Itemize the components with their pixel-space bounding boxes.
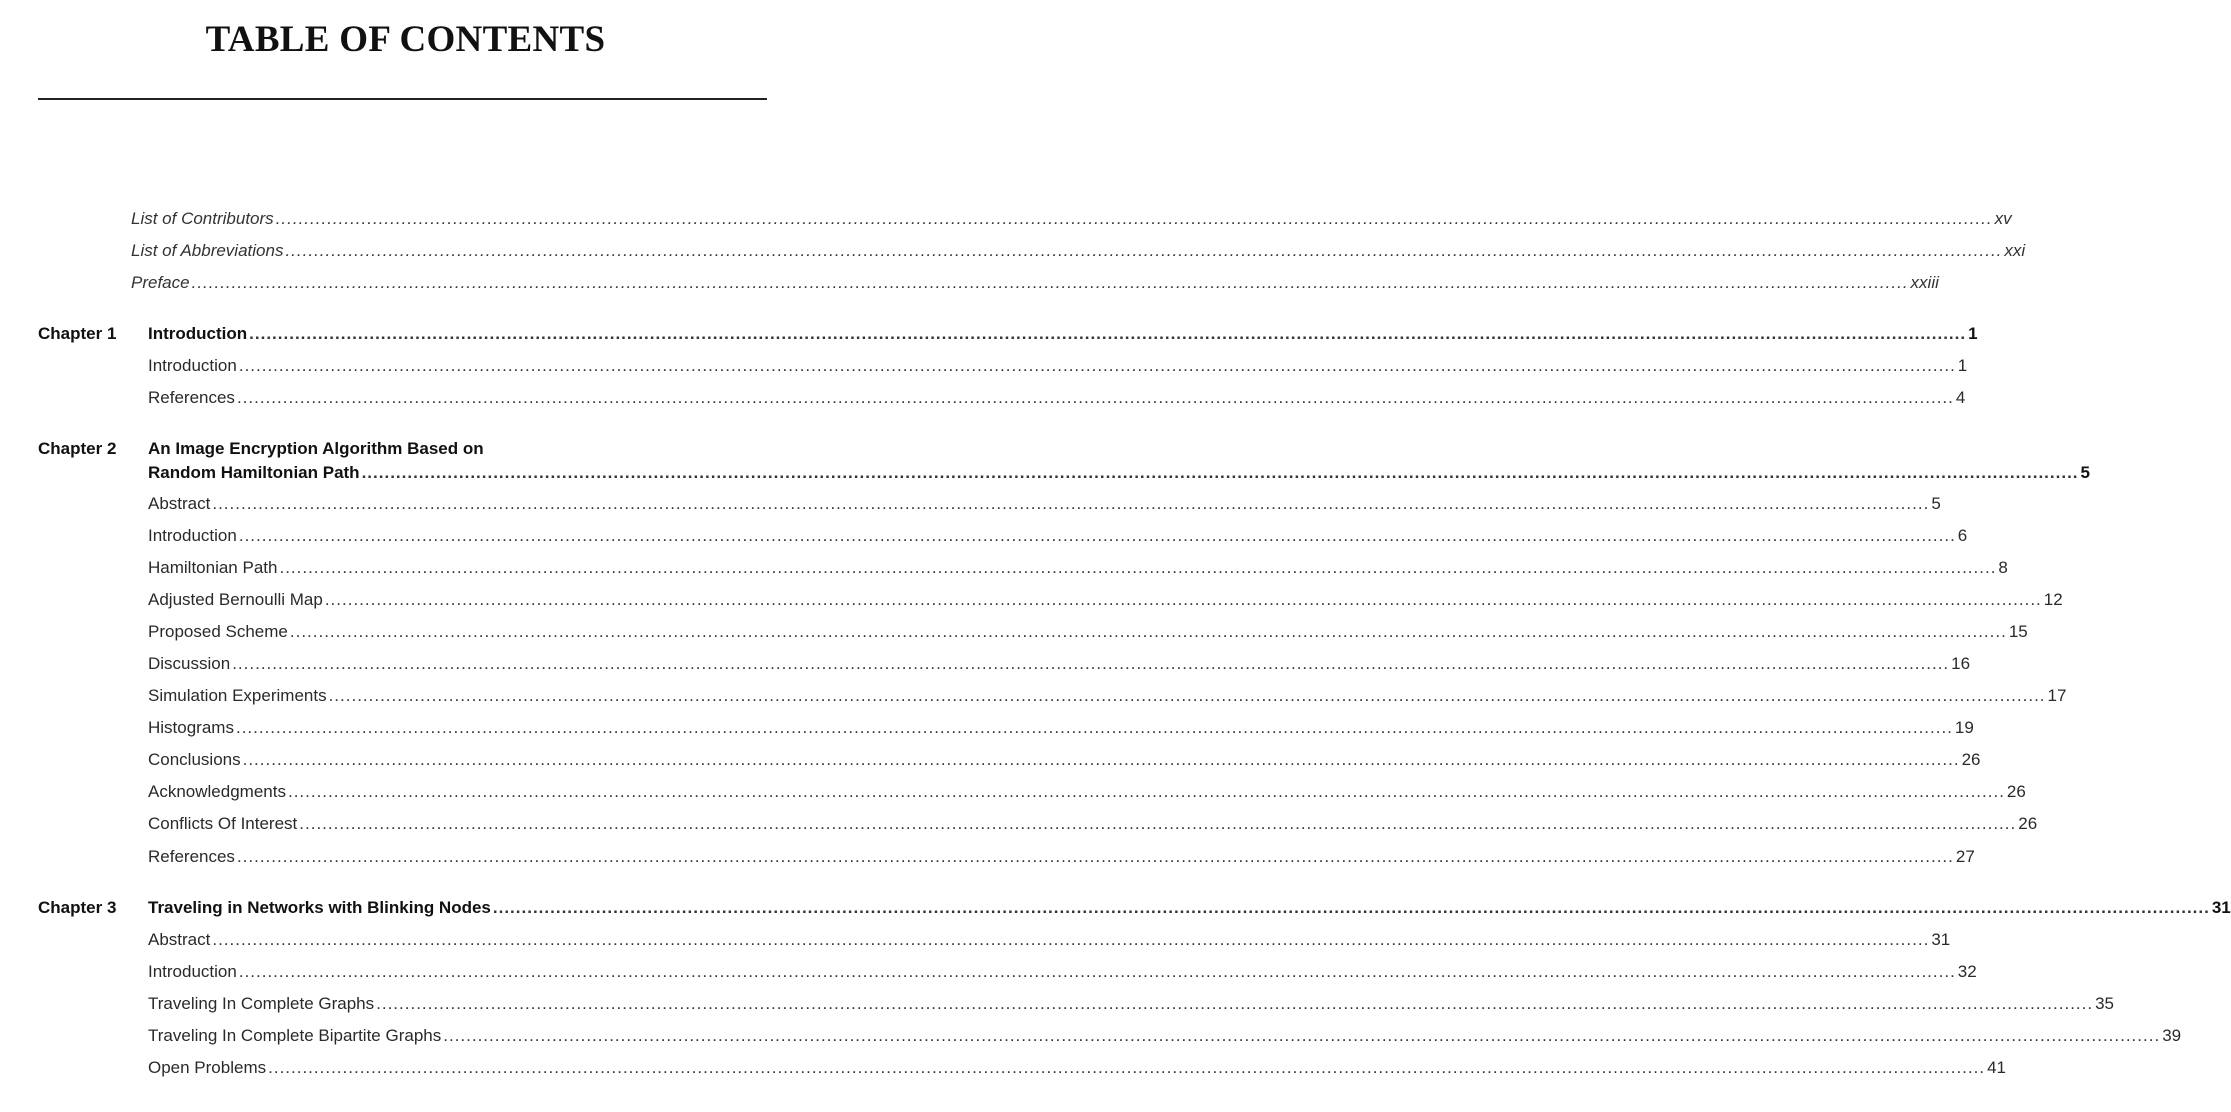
section-entry[interactable] [148,929,1951,951]
section-page: 6 [1957,526,1968,545]
dot-leader: ............................................................................................................................................................................................................................................................................................................ [289,622,2007,641]
entry-title: List of Contributors [131,209,274,228]
section-page: 35 [2095,994,2115,1013]
section-entry[interactable] [148,387,1966,409]
dot-leader: ............................................................................................................................................................................................................................................................................................................ [268,1058,1986,1077]
toc-entry-preface[interactable] [131,272,1939,294]
dot-leader: ............................................................................................................................................................................................................................................................................................................ [191,273,1909,292]
entry-title: List of Abbreviations [131,241,284,260]
section-title: Adjusted Bernoulli Map [148,590,323,609]
entry-page: xxi [2004,241,2026,260]
dot-leader: ............................................................................................................................................................................................................................................................................................................ [287,782,2005,801]
section-page: 1 [1957,356,1968,375]
dot-leader: ............................................................................................................................................................................................................................................................................................................ [212,930,1930,949]
dot-leader: ............................................................................................................................................................................................................................................................................................................ [285,241,2003,260]
chapter-page: 1 [1968,324,1978,343]
section-entry[interactable] [148,846,1975,868]
section-entry[interactable] [148,1057,2006,1079]
section-entry[interactable] [148,493,1941,515]
section-title: References [148,388,235,407]
section-entry[interactable] [148,993,2115,1015]
dot-leader: ............................................................................................................................................................................................................................................................................................................ [361,463,2079,482]
section-entry[interactable] [148,653,1971,675]
section-title: Acknowledgments [148,782,286,801]
section-page: 8 [1998,558,2008,577]
chapter-label: Chapter 2 [38,439,117,458]
section-page: 5 [1931,494,1941,513]
section-page: 17 [2047,686,2067,705]
section-title: Conclusions [148,750,241,769]
section-page: 12 [2043,590,2063,609]
dot-leader: ............................................................................................................................................................................................................................................................................................................ [249,324,1967,343]
title-divider [38,98,767,100]
section-page: 31 [1931,930,1951,949]
chapter-title: Random Hamiltonian Path [148,463,360,482]
dot-leader: ............................................................................................................................................................................................................................................................................................................ [328,686,2046,705]
section-entry[interactable] [148,717,1974,739]
entry-page: xv [1994,209,2012,228]
dot-leader: ............................................................................................................................................................................................................................................................................................................ [492,898,2210,917]
section-page: 39 [2162,1026,2182,1045]
dot-leader: ............................................................................................................................................................................................................................................................................................................ [236,388,1954,407]
section-title: Introduction [148,526,237,545]
chapter-label: Chapter 1 [38,324,117,343]
entry-title: Preface [131,273,190,292]
section-title: Conflicts Of Interest [148,814,298,833]
dot-leader: ............................................................................................................................................................................................................................................................................................................ [376,994,2094,1013]
dot-leader: ............................................................................................................................................................................................................................................................................................................ [443,1026,2161,1045]
dot-leader: ............................................................................................................................................................................................................................................................................................................ [299,814,2017,833]
section-title: Simulation Experiments [148,686,327,705]
section-entry[interactable] [148,621,2028,643]
dot-leader: ............................................................................................................................................................................................................................................................................................................ [232,654,1950,673]
chapter-title-line1[interactable]: An Image Encryption Algorithm Based on [148,439,484,458]
toc-entry-contributors[interactable] [131,208,2012,230]
chapter-page: 31 [2211,898,2231,917]
dot-leader: ............................................................................................................................................................................................................................................................................................................ [238,526,1956,545]
chapter-heading[interactable] [148,323,1978,345]
section-page: 27 [1955,847,1975,866]
section-page: 4 [1955,388,1966,407]
section-title: Hamiltonian Path [148,558,278,577]
section-entry[interactable] [148,685,2067,707]
section-entry[interactable] [148,1025,2182,1047]
section-page: 32 [1957,962,1977,981]
dot-leader: ............................................................................................................................................................................................................................................................................................................ [242,750,1960,769]
section-title: Traveling In Complete Bipartite Graphs [148,1026,442,1045]
section-entry[interactable] [148,557,2008,579]
dot-leader: ............................................................................................................................................................................................................................................................................................................ [275,209,1993,228]
dot-leader: ............................................................................................................................................................................................................................................................................................................ [324,590,2042,609]
section-entry[interactable] [148,589,2063,611]
section-page: 26 [1961,750,1981,769]
section-entry[interactable] [148,355,1968,377]
toc-entry-abbreviations[interactable] [131,240,2026,262]
section-entry[interactable] [148,961,1977,983]
dot-leader: ............................................................................................................................................................................................................................................................................................................ [238,962,1956,981]
section-page: 15 [2008,622,2028,641]
section-entry[interactable] [148,525,1968,547]
dot-leader: ............................................................................................................................................................................................................................................................................................................ [212,494,1930,513]
chapter-page: 5 [2080,463,2090,482]
section-page: 26 [2018,814,2038,833]
section-page: 26 [2006,782,2026,801]
section-entry[interactable] [148,749,1981,771]
section-title: Introduction [148,356,237,375]
section-title: Traveling In Complete Graphs [148,994,375,1013]
dot-leader: ............................................................................................................................................................................................................................................................................................................ [236,847,1954,866]
dot-leader: ............................................................................................................................................................................................................................................................................................................ [279,558,1997,577]
section-title: Histograms [148,718,234,737]
chapter-label: Chapter 3 [38,898,117,917]
section-title: Open Problems [148,1058,267,1077]
page-title: TABLE OF CONTENTS [205,19,606,60]
chapter-heading[interactable] [148,462,2090,484]
chapter-heading[interactable] [148,897,2231,919]
section-entry[interactable] [148,781,2026,803]
section-title: Discussion [148,654,231,673]
dot-leader: ............................................................................................................................................................................................................................................................................................................ [235,718,1953,737]
section-title: Abstract [148,494,211,513]
section-title: Proposed Scheme [148,622,288,641]
section-page: 16 [1951,654,1971,673]
section-entry[interactable] [148,813,2038,835]
entry-page: xxiii [1910,273,1939,292]
dot-leader: ............................................................................................................................................................................................................................................................................................................ [238,356,1956,375]
chapter-title: Traveling in Networks with Blinking Nodes [148,898,491,917]
section-title: References [148,847,235,866]
section-page: 41 [1987,1058,2006,1077]
section-page: 19 [1954,718,1974,737]
section-title: Abstract [148,930,211,949]
section-title: Introduction [148,962,237,981]
chapter-title: Introduction [148,324,248,343]
